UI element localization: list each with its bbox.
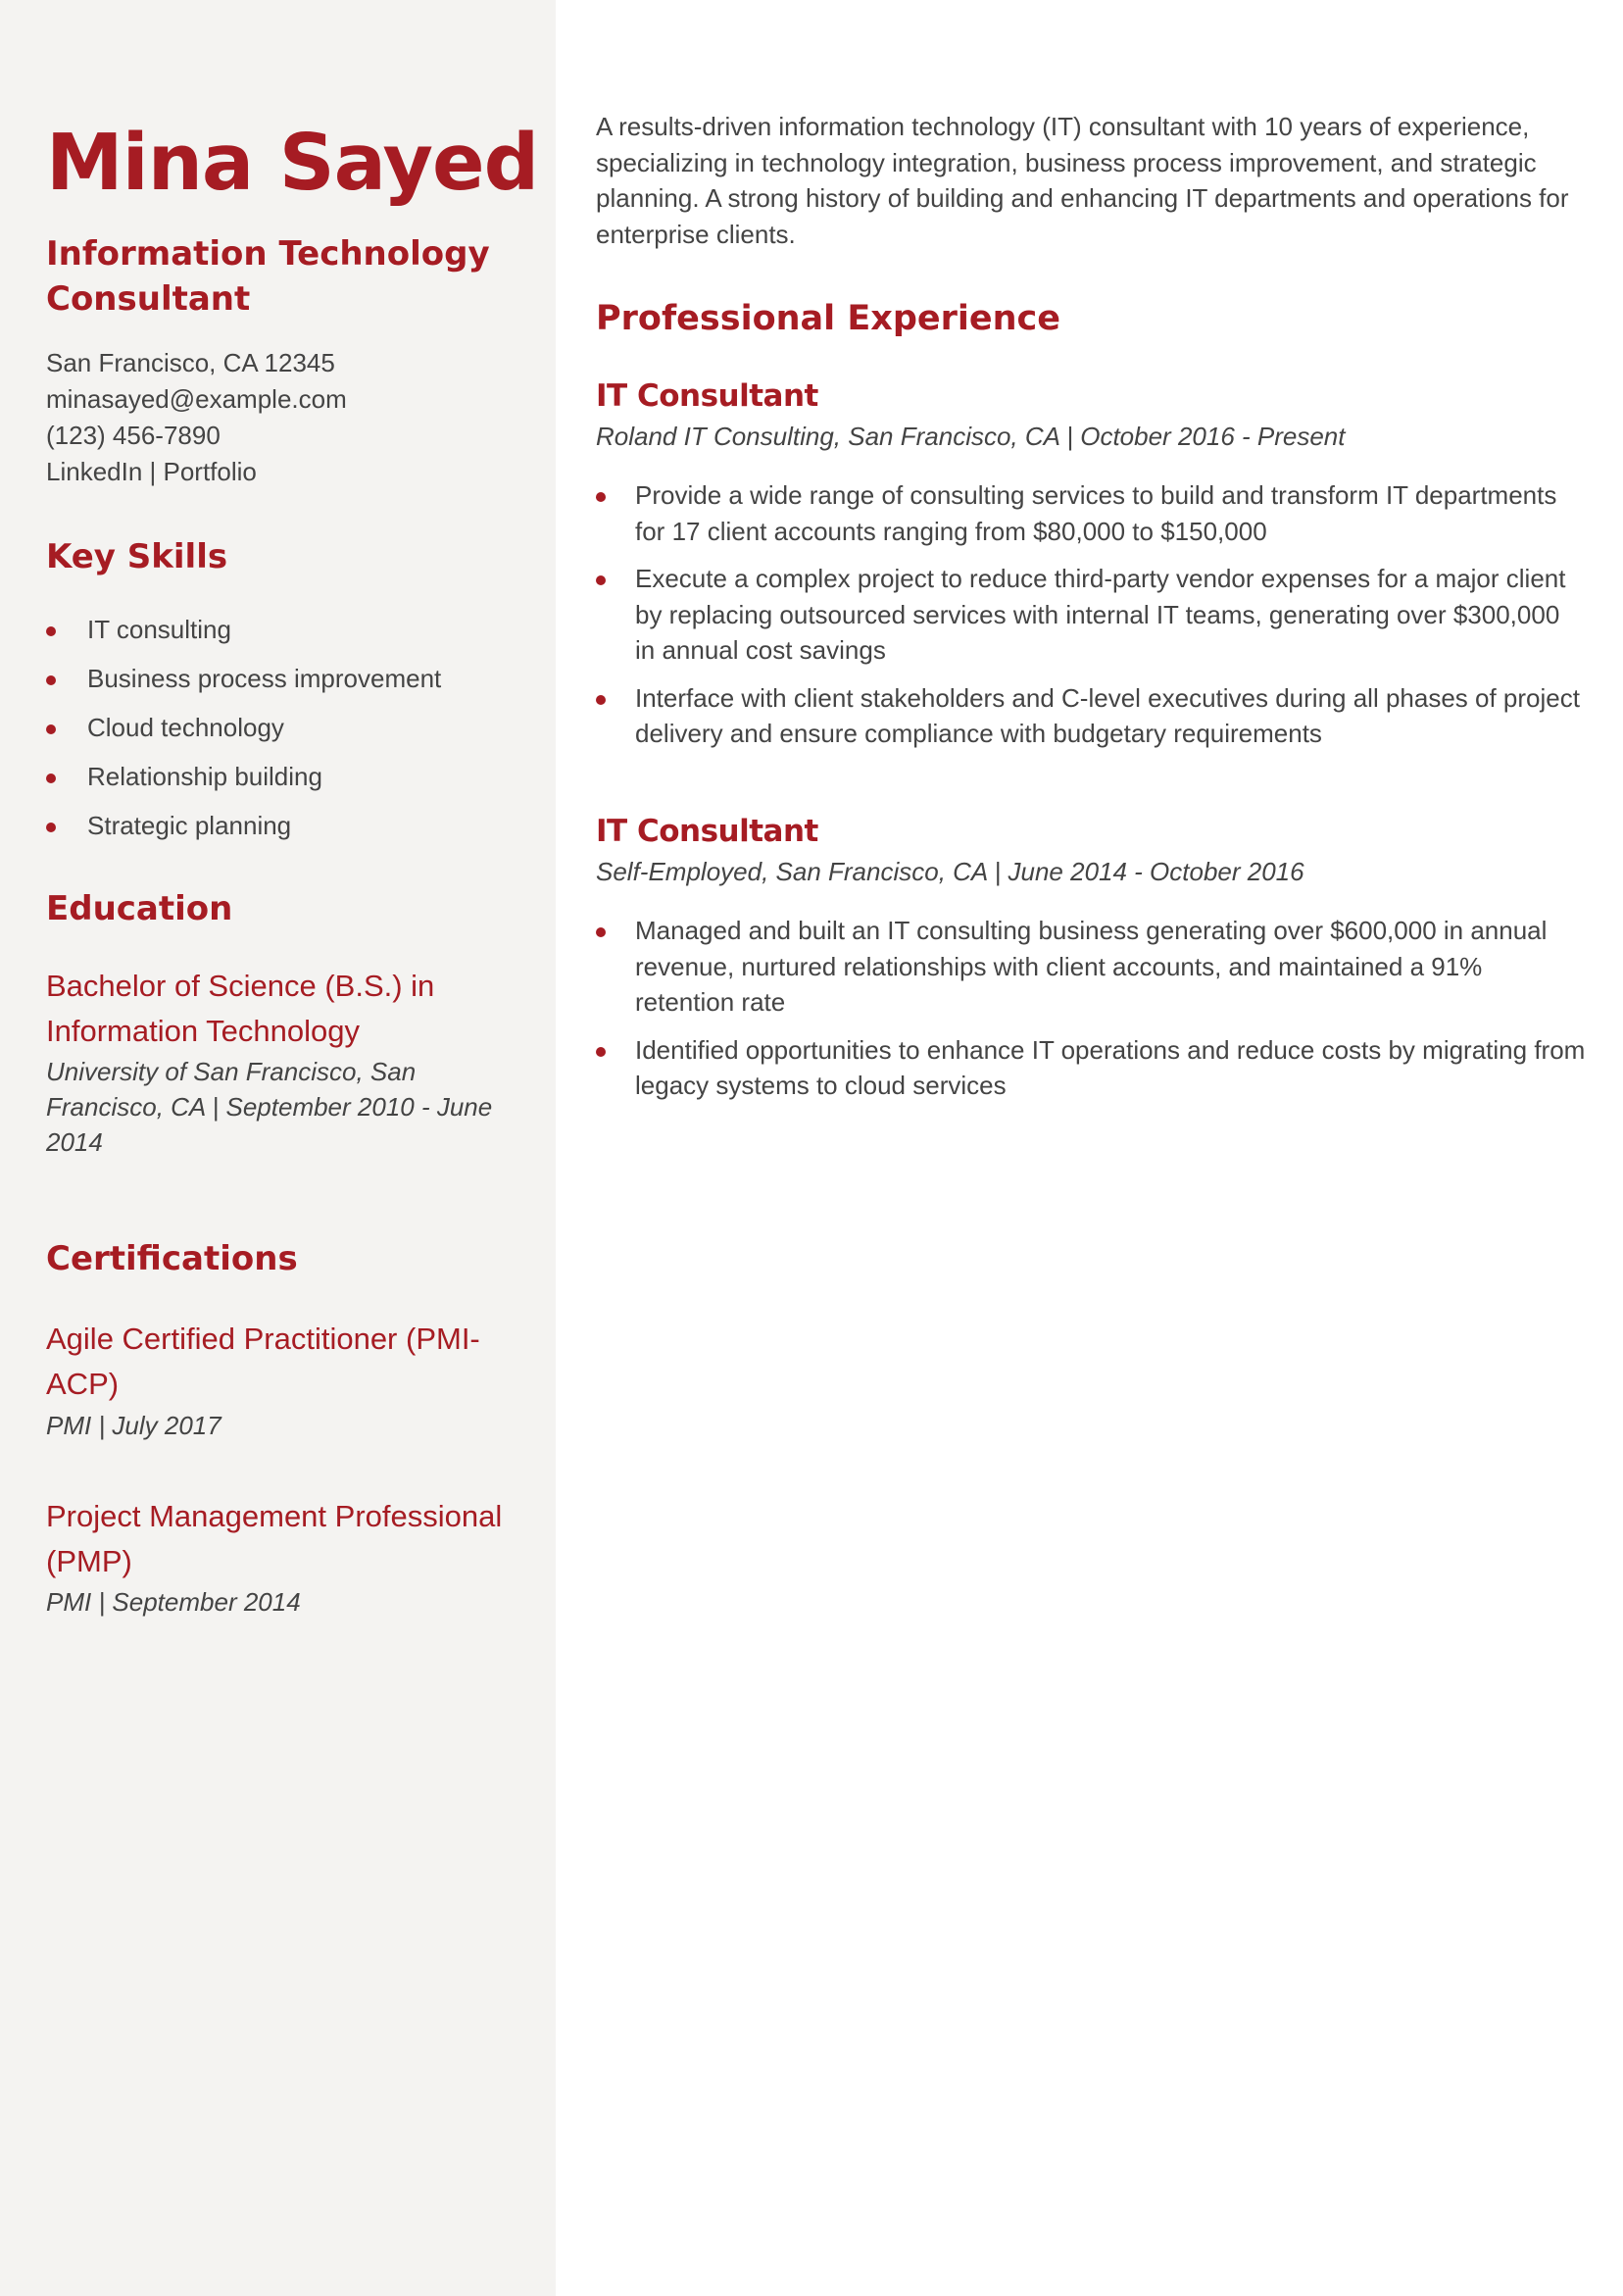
bullet-icon xyxy=(46,774,56,783)
contact-info xyxy=(46,345,347,490)
education-degree: Bachelor of Science (B.S.) in Information Technology xyxy=(46,969,435,1048)
certification-name: Agile Certified Practitioner (PMI-ACP) xyxy=(46,1322,480,1401)
job-bullet xyxy=(596,913,1586,1021)
skill-label: IT consulting xyxy=(87,615,231,644)
bullet-icon xyxy=(596,492,606,502)
experience-heading: Professional Experience xyxy=(596,299,1061,338)
skill-item xyxy=(46,660,441,709)
certification-name: Project Management Professional (PMP) xyxy=(46,1499,503,1578)
job-bullet-text: Execute a complex project to reduce third-party vendor expenses for a major client by replacing outsourced services with internal IT teams, generating over $300,000 in annual cost savings xyxy=(635,564,1566,665)
sidebar xyxy=(0,0,556,2296)
skills-list xyxy=(46,611,441,856)
certification-details: PMI | September 2014 xyxy=(46,1587,301,1617)
job-bullets xyxy=(596,913,1586,1104)
job-bullet xyxy=(596,1032,1586,1104)
bullet-icon xyxy=(46,626,56,636)
skill-item xyxy=(46,611,441,660)
skills-heading: Key Skills xyxy=(46,537,228,576)
skill-label: Cloud technology xyxy=(87,713,284,742)
certifications-heading: Certifications xyxy=(46,1239,298,1278)
contact-email[interactable]: minasayed@example.com xyxy=(46,384,347,414)
skill-item xyxy=(46,807,441,856)
candidate-name: Mina Sayed xyxy=(46,118,539,208)
bullet-icon xyxy=(596,1047,606,1057)
job-bullet xyxy=(596,680,1586,752)
bullet-icon xyxy=(596,695,606,705)
education-details: University of San Francisco, San Francisco, CA | September 2010 - June 2014 xyxy=(46,1057,493,1157)
job-entry xyxy=(596,375,1586,752)
skill-item xyxy=(46,709,441,758)
job-company: Self-Employed, San Francisco, CA | June 2014 - October 2016 xyxy=(596,857,1304,886)
certification-details: PMI | July 2017 xyxy=(46,1411,221,1440)
job-bullet xyxy=(596,477,1586,549)
contact-location: San Francisco, CA 12345 xyxy=(46,348,335,377)
job-bullet xyxy=(596,561,1586,669)
skill-item xyxy=(46,758,441,807)
bullet-icon xyxy=(46,724,56,734)
summary-paragraph: A results-driven information technology (IT) consultant with 10 years of experience, specializing in technology integration, business process improvement, and strategic planning. A strong history of building and enhancing IT departments and operations for enterprise clients. xyxy=(596,112,1569,249)
bullet-icon xyxy=(46,823,56,832)
contact-links[interactable]: LinkedIn | Portfolio xyxy=(46,457,257,486)
contact-phone: (123) 456-7890 xyxy=(46,421,221,450)
job-bullet-text: Identified opportunities to enhance IT operations and reduce costs by migrating from legacy systems to cloud services xyxy=(635,1034,1586,1100)
job-role: IT Consultant xyxy=(596,378,818,414)
job-role: IT Consultant xyxy=(596,814,818,849)
bullet-icon xyxy=(596,575,606,585)
bullet-icon xyxy=(46,675,56,685)
job-bullet-text: Provide a wide range of consulting services to build and transform IT departments for 17 client accounts ranging from $80,000 to $150,000 xyxy=(635,480,1557,546)
job-bullet-text: Interface with client stakeholders and C-level executives during all phases of project delivery and ensure compliance with budgetary requirements xyxy=(635,682,1580,748)
skill-label: Relationship building xyxy=(87,762,322,791)
bullet-icon xyxy=(596,927,606,937)
job-bullets xyxy=(596,477,1586,752)
candidate-title: Information Technology Consultant xyxy=(46,234,490,319)
education-heading: Education xyxy=(46,889,233,928)
skill-label: Strategic planning xyxy=(87,811,292,840)
main-content xyxy=(596,0,1586,2296)
job-bullet-text: Managed and built an IT consulting business generating over $600,000 in annual revenue, nurtured relationships with client accounts, and maintained a 91% retention rate xyxy=(635,916,1548,1017)
skill-label: Business process improvement xyxy=(87,664,442,693)
job-entry xyxy=(596,811,1586,1104)
job-company: Roland IT Consulting, San Francisco, CA | October 2016 - Present xyxy=(596,422,1346,451)
